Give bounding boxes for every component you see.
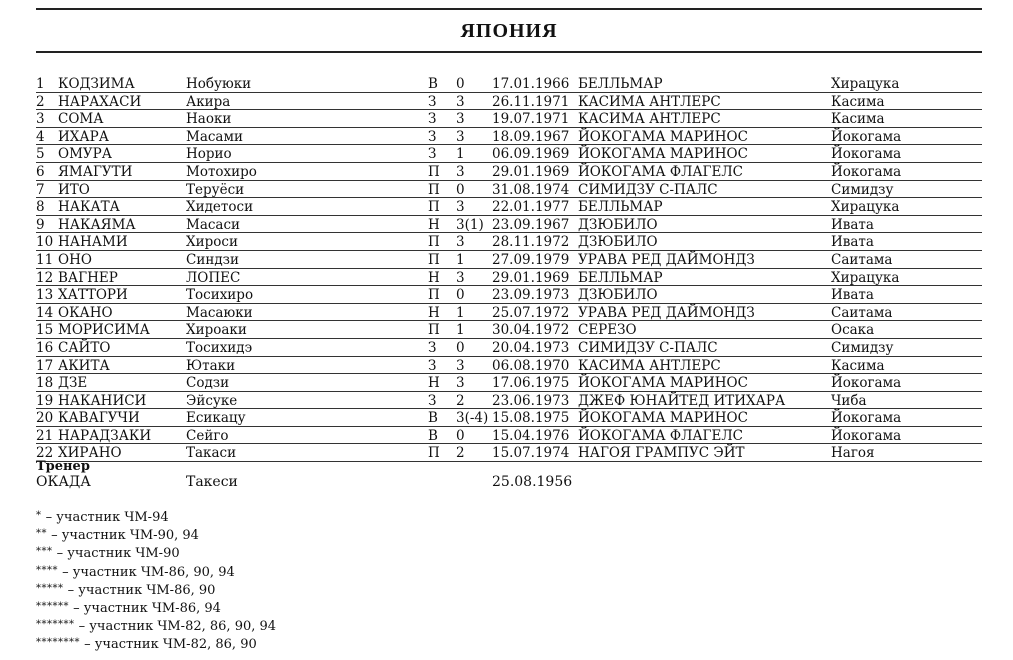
player-number: 11 [36, 251, 54, 268]
player-surname: НАРАДЗАКИ [58, 427, 152, 444]
page-title: ЯПОНИЯ [460, 20, 558, 42]
player-city: Осака [831, 322, 875, 339]
player-position: Н [428, 269, 440, 286]
player-birthdate: 18.09.1967 [492, 128, 570, 145]
player-club: ДЗЮБИЛО [578, 287, 658, 304]
footnote-stars: ** [36, 528, 47, 540]
footnote [36, 635, 276, 653]
player-position: П [428, 251, 440, 268]
player-caps: 3 [456, 128, 465, 145]
footnote [36, 563, 276, 581]
player-city: Нагоя [831, 445, 875, 462]
player-city: Хирацука [831, 76, 900, 92]
table-row [36, 233, 982, 251]
table-row [36, 357, 982, 375]
player-city: Йокогама [831, 410, 902, 427]
coach-dob: 25.08.1956 [492, 474, 573, 490]
player-name: Тосихиро [186, 287, 254, 304]
player-city: Касима [831, 93, 885, 110]
player-position: З [428, 128, 437, 145]
player-club: ЙОКОГАМА МАРИНОС [578, 375, 748, 392]
player-caps: 3 [456, 93, 465, 110]
player-club: ДЖЕФ ЮНАЙТЕД ИТИХАРА [578, 392, 786, 409]
footnote-stars: *** [36, 546, 53, 558]
coach-section [36, 459, 982, 492]
player-name: Такаси [186, 445, 237, 462]
player-name: Мотохиро [186, 163, 257, 180]
player-position: З [428, 93, 437, 110]
player-number: 3 [36, 111, 45, 128]
player-position: Н [428, 375, 440, 392]
footnote-text: – участник ЧМ-86, 90 [67, 582, 216, 598]
player-birthdate: 20.04.1973 [492, 339, 570, 356]
player-city: Йокогама [831, 163, 902, 180]
player-surname: НАКАЯМА [58, 216, 136, 233]
player-surname: КАВАГУЧИ [58, 410, 140, 427]
player-position: Н [428, 304, 440, 321]
table-row [36, 427, 982, 445]
player-birthdate: 23.09.1967 [492, 216, 570, 233]
player-number: 13 [36, 287, 54, 304]
player-caps: 0 [456, 287, 465, 304]
player-city: Симидзу [831, 181, 894, 198]
footnote-text: – участник ЧМ-90, 94 [51, 528, 199, 544]
player-birthdate: 28.11.1972 [492, 234, 570, 251]
player-caps: 3(1) [456, 216, 484, 233]
table-row [36, 198, 982, 216]
player-club: ЙОКОГАМА МАРИНОС [578, 146, 748, 163]
player-name: Есикацу [186, 410, 246, 427]
coach-label: Тренер [36, 459, 90, 474]
coach-name: Такеси [186, 474, 238, 490]
table-row [36, 286, 982, 304]
player-name: Ютаки [186, 357, 236, 374]
player-caps: 0 [456, 427, 465, 444]
player-caps: 3 [456, 234, 465, 251]
player-club: БЕЛЛЬМАР [578, 76, 663, 92]
player-birthdate: 17.06.1975 [492, 375, 570, 392]
player-surname: КОДЗИМА [58, 76, 135, 92]
player-number: 19 [36, 392, 54, 409]
player-number: 16 [36, 339, 54, 356]
player-surname: АКИТА [58, 357, 110, 374]
footnote-text: – участник ЧМ-82, 86, 90 [84, 637, 257, 653]
player-position: З [428, 392, 437, 409]
footnote-stars: ******** [36, 637, 80, 649]
player-caps: 3 [456, 163, 465, 180]
player-birthdate: 22.01.1977 [492, 199, 570, 216]
footnote [36, 617, 276, 635]
player-club: ДЗЮБИЛО [578, 234, 658, 251]
player-city: Касима [831, 357, 885, 374]
player-city: Ивата [831, 216, 874, 233]
footnote-text: – участник ЧМ-82, 86, 90, 94 [78, 619, 277, 635]
player-number: 21 [36, 427, 54, 444]
footnote-stars: * [36, 510, 42, 521]
player-caps: 0 [456, 181, 465, 198]
player-surname: САЙТО [58, 339, 111, 356]
player-name: Нобуюки [186, 76, 252, 92]
player-number: 18 [36, 375, 54, 392]
player-name: Масами [186, 128, 243, 145]
player-position: П [428, 445, 440, 462]
table-row [36, 251, 982, 269]
player-surname: ИТО [58, 181, 90, 198]
player-surname: НАКАНИСИ [58, 392, 147, 409]
player-caps: 1 [456, 146, 465, 163]
player-club: ДЗЮБИЛО [578, 216, 658, 233]
player-name: Наоки [186, 111, 232, 128]
player-caps: 1 [456, 251, 465, 268]
player-city: Йокогама [831, 146, 902, 163]
coach-row [36, 474, 982, 492]
player-caps: 3(-4) [456, 410, 489, 427]
player-club: СИМИДЗУ С-ПАЛС [578, 339, 718, 356]
player-surname: СОМА [58, 111, 104, 128]
player-birthdate: 17.01.1966 [492, 76, 570, 92]
player-birthdate: 15.04.1976 [492, 427, 570, 444]
player-birthdate: 19.07.1971 [492, 111, 570, 128]
player-name: Сейго [186, 427, 229, 444]
player-surname: ОКАНО [58, 304, 113, 321]
player-caps: 2 [456, 392, 465, 409]
player-caps: 3 [456, 111, 465, 128]
top-rule [36, 8, 982, 10]
player-surname: ИХАРА [58, 128, 109, 145]
player-name: Акира [186, 93, 231, 110]
player-city: Хирацука [831, 199, 900, 216]
player-club: БЕЛЛЬМАР [578, 269, 663, 286]
player-number: 6 [36, 163, 45, 180]
player-birthdate: 27.09.1979 [492, 251, 570, 268]
player-surname: МОРИСИМА [58, 322, 150, 339]
player-surname: ХИРАНО [58, 445, 122, 462]
footnote-stars: **** [36, 564, 58, 576]
table-row [36, 145, 982, 163]
player-birthdate: 31.08.1974 [492, 181, 570, 198]
player-name: Хироаки [186, 322, 247, 339]
footnote-text: – участник ЧМ-86, 94 [73, 601, 221, 617]
player-club: ЙОКОГАМА МАРИНОС [578, 410, 748, 427]
player-position: З [428, 339, 437, 356]
player-city: Ивата [831, 287, 874, 304]
footnote [36, 581, 276, 599]
player-surname: НАРАХАСИ [58, 93, 142, 110]
player-club: УРАВА РЕД ДАЙМОНДЗ [578, 251, 755, 268]
footnote-stars: ***** [36, 582, 64, 594]
player-name: Содзи [186, 375, 230, 392]
coach-surname: ОКАДА [36, 474, 91, 490]
player-city: Хирацука [831, 269, 900, 286]
title-rule [36, 51, 982, 53]
table-row [36, 181, 982, 199]
player-name: Масаюки [186, 304, 253, 321]
player-city: Чиба [831, 392, 867, 409]
player-city: Йокогама [831, 375, 902, 392]
player-position: П [428, 181, 440, 198]
player-name: Эйсуке [186, 392, 238, 409]
player-number: 9 [36, 216, 45, 233]
player-city: Саитама [831, 304, 893, 321]
table-row [36, 93, 982, 111]
player-club: КАСИМА АНТЛЕРС [578, 357, 721, 374]
player-position: П [428, 322, 440, 339]
player-club: КАСИМА АНТЛЕРС [578, 93, 721, 110]
table-row [36, 374, 982, 392]
player-birthdate: 25.07.1972 [492, 304, 570, 321]
player-caps: 3 [456, 199, 465, 216]
player-number: 2 [36, 93, 45, 110]
player-club: НАГОЯ ГРАМПУС ЭЙТ [578, 445, 745, 462]
player-name: ЛОПЕС [186, 269, 241, 286]
player-club: ЙОКОГАМА ФЛАГЕЛС [578, 427, 743, 444]
table-row [36, 339, 982, 357]
player-birthdate: 06.08.1970 [492, 357, 570, 374]
player-birthdate: 06.09.1969 [492, 146, 570, 163]
footnote [36, 526, 276, 544]
player-surname: ОНО [58, 251, 92, 268]
roster-table [36, 75, 982, 462]
player-club: ЙОКОГАМА МАРИНОС [578, 128, 748, 145]
player-position: П [428, 234, 440, 251]
player-birthdate: 15.07.1974 [492, 445, 570, 462]
player-name: Норио [186, 146, 232, 163]
player-city: Саитама [831, 251, 893, 268]
player-surname: НАКАТА [58, 199, 120, 216]
player-club: УРАВА РЕД ДАЙМОНДЗ [578, 304, 755, 321]
player-caps: 3 [456, 269, 465, 286]
player-position: В [428, 76, 438, 92]
table-row [36, 321, 982, 339]
player-surname: ХАТТОРИ [58, 287, 128, 304]
player-number: 7 [36, 181, 45, 198]
player-position: В [428, 427, 438, 444]
footnote-stars: ******* [36, 619, 75, 631]
player-club: ЙОКОГАМА ФЛАГЕЛС [578, 163, 743, 180]
player-surname: ДЗЕ [58, 375, 88, 392]
player-number: 10 [36, 234, 54, 251]
player-position: Н [428, 216, 440, 233]
player-position: В [428, 410, 438, 427]
footnote [36, 508, 276, 526]
player-surname: НАНАМИ [58, 234, 128, 251]
player-birthdate: 23.06.1973 [492, 392, 570, 409]
player-name: Хироси [186, 234, 238, 251]
player-number: 17 [36, 357, 54, 374]
table-row [36, 163, 982, 181]
player-name: Масаси [186, 216, 241, 233]
player-club: СИМИДЗУ С-ПАЛС [578, 181, 718, 198]
player-surname: ВАГНЕР [58, 269, 118, 286]
player-name: Теруёси [186, 181, 245, 198]
table-row [36, 216, 982, 234]
player-number: 15 [36, 322, 54, 339]
footnote [36, 599, 276, 617]
table-row [36, 128, 982, 146]
table-row [36, 269, 982, 287]
player-city: Касима [831, 111, 885, 128]
player-number: 12 [36, 269, 54, 286]
player-caps: 1 [456, 322, 465, 339]
player-caps: 3 [456, 375, 465, 392]
table-row [36, 75, 982, 93]
player-caps: 0 [456, 76, 465, 92]
table-row [36, 304, 982, 322]
player-number: 8 [36, 199, 45, 216]
player-number: 14 [36, 304, 54, 321]
player-caps: 0 [456, 339, 465, 356]
table-row [36, 110, 982, 128]
player-number: 1 [36, 76, 45, 92]
player-club: БЕЛЛЬМАР [578, 199, 663, 216]
player-number: 4 [36, 128, 45, 145]
footnote [36, 544, 276, 562]
player-position: З [428, 111, 437, 128]
player-surname: ЯМАГУТИ [58, 163, 133, 180]
player-birthdate: 29.01.1969 [492, 269, 570, 286]
player-caps: 3 [456, 357, 465, 374]
player-position: З [428, 146, 437, 163]
footnote-stars: ****** [36, 601, 69, 613]
player-birthdate: 15.08.1975 [492, 410, 570, 427]
footnote-text: – участник ЧМ-90 [56, 546, 180, 562]
player-birthdate: 23.09.1973 [492, 287, 570, 304]
player-name: Хидетоси [186, 199, 254, 216]
player-number: 22 [36, 445, 54, 462]
player-caps: 1 [456, 304, 465, 321]
table-row [36, 392, 982, 410]
footnote-text: – участник ЧМ-94 [45, 510, 169, 525]
player-position: П [428, 287, 440, 304]
player-city: Йокогама [831, 128, 902, 145]
player-position: З [428, 357, 437, 374]
footnote-text: – участник ЧМ-86, 90, 94 [62, 564, 235, 580]
player-birthdate: 29.01.1969 [492, 163, 570, 180]
player-club: СЕРЕЗО [578, 322, 637, 339]
player-caps: 2 [456, 445, 465, 462]
player-city: Йокогама [831, 427, 902, 444]
player-position: П [428, 199, 440, 216]
footnotes [36, 508, 276, 654]
player-surname: ОМУРА [58, 146, 112, 163]
player-position: П [428, 163, 440, 180]
player-name: Синдзи [186, 251, 239, 268]
player-number: 5 [36, 146, 45, 163]
player-city: Симидзу [831, 339, 894, 356]
player-name: Тосихидэ [186, 339, 253, 356]
table-row [36, 409, 982, 427]
player-city: Ивата [831, 234, 874, 251]
player-number: 20 [36, 410, 54, 427]
player-club: КАСИМА АНТЛЕРС [578, 111, 721, 128]
player-birthdate: 30.04.1972 [492, 322, 570, 339]
player-birthdate: 26.11.1971 [492, 93, 570, 110]
